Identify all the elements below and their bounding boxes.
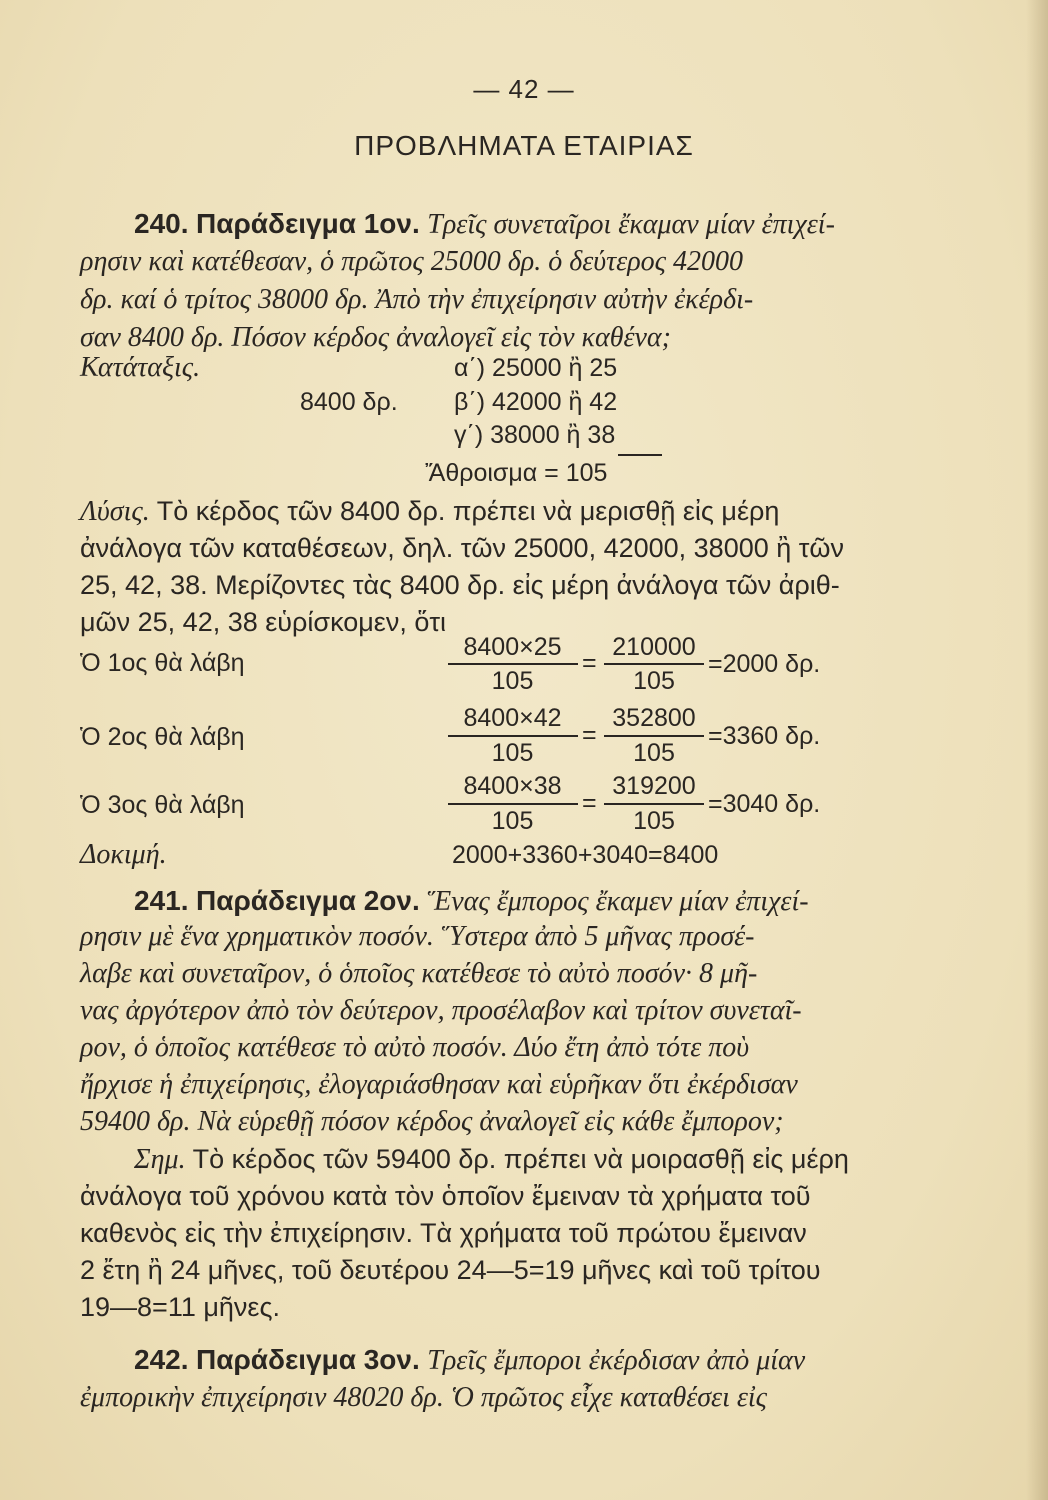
example-242-title: Παράδειγμα 3ον.	[196, 1344, 420, 1375]
example-240-line-4: σαν 8400 δρ. Πόσον κέρδος ἀναλογεῖ εἰς τὸν καθένα;	[80, 322, 671, 353]
example-241-title: Παράδειγμα 2ον.	[196, 885, 420, 916]
example-242-number: 242.	[134, 1344, 189, 1375]
row-2-denominator-1: 105	[491, 739, 534, 767]
example-240-number: 240.	[134, 208, 189, 239]
row-2-label: Ὁ 2ος θὰ λάβη	[80, 723, 245, 751]
example-242-statement-start: Τρεῖς ἔμποροι ἐκέρδισαν ἀπὸ μίαν	[427, 1345, 806, 1376]
row-1-result: =2000 δρ.	[708, 650, 821, 678]
row-3-denominator-2: 105	[633, 807, 675, 835]
row-3-fraction-bar-1	[448, 803, 578, 805]
example-240-line-2: ρησιν καὶ κατέθεσαν, ὁ πρῶτος 25000 δρ. ὁ δεύτερος 42000	[80, 246, 744, 277]
row-1-numerator-1: 8400×25	[463, 633, 562, 661]
solution-line-1	[80, 494, 779, 529]
example-242-line-2: ἐμπορικὴν ἐπιχείρησιν 48020 δρ. Ὁ πρῶτος εἶχε καταθέσει εἰς	[80, 1382, 768, 1413]
example-241-number: 241.	[134, 885, 189, 916]
solution-line-4: μῶν 25, 42, 38 εὑρίσκομεν, ὅτι	[80, 607, 447, 637]
row-3-denominator-1: 105	[491, 807, 534, 835]
row-2-numerator-1: 8400×42	[463, 704, 562, 732]
row-3-numerator-2: 319200	[612, 772, 696, 800]
example-241-line-2: ρησιν μὲ ἕνα χρηματικὸν ποσόν. Ὕστερα ἀπὸ 5 μῆνας προσέ-	[80, 921, 755, 952]
row-3-numerator-1: 8400×38	[463, 772, 562, 800]
row-2-numerator-2: 352800	[612, 704, 696, 732]
solution-line-2: ἀνάλογα τῶν καταθέσεων, δηλ. τῶν 25000, 42000, 38000 ἢ τῶν	[80, 533, 845, 563]
row-2-denominator-2: 105	[633, 739, 675, 767]
example-240-line-1	[134, 207, 835, 242]
arrangement-label: Κατάταξις.	[80, 352, 201, 383]
solution-text-start: Τὸ κέρδος τῶν 8400 δρ. πρέπει νὰ μερισθῇ εἰς μέρη	[156, 496, 780, 526]
total-profit: 8400 δρ.	[300, 388, 398, 416]
example-241-line-6: ἤρχισε ἡ ἐπιχείρησις, ἐλογαριάσθησαν καὶ εὑρῆκαν ὅτι ἐκέρδισαν	[80, 1069, 798, 1100]
page-number: — 42 —	[473, 74, 575, 104]
row-1-denominator-2: 105	[633, 667, 675, 695]
sum-line: Ἄθροισμα = 105	[425, 459, 608, 487]
row-1-fraction-bar-1	[448, 663, 578, 665]
example-241-line-4: νας ἀργότερον ἀπὸ τὸν δεύτερον, προσέλαβον καὶ τρίτον συνεταῖ-	[80, 995, 802, 1026]
example-241-line-3: λαβε καὶ συνεταῖρον, ὁ ὁποῖος κατέθεσε τὸ αὐτὸ ποσόν· 8 μῆ-	[80, 958, 758, 989]
row-1-equals: =	[582, 649, 597, 677]
chapter-title: ΠΡΟΒΛΗΜΑΤΑ ΕΤΑΙΡΙΑΣ	[354, 130, 694, 161]
example-240-line-3: δρ. καί ὁ τρίτος 38000 δρ. Ἀπὸ τὴν ἐπιχείρησιν αὐτὴν ἐκέρδι-	[80, 284, 754, 315]
page-spine-shadow	[1026, 0, 1048, 1500]
note-line-2: ἀνάλογα τοῦ χρόνου κατὰ τὸν ὁποῖον ἔμειναν τὰ χρήματα τοῦ	[80, 1181, 811, 1211]
row-1-denominator-1: 105	[491, 667, 534, 695]
example-240-statement-start: Τρεῖς συνεταῖροι ἔκαμαν μίαν ἐπιχεί-	[427, 209, 835, 240]
row-3-label: Ὁ 3ος θὰ λάβη	[80, 791, 245, 819]
example-241-line-7: 59400 δρ. Νὰ εὑρεθῇ πόσον κέρδος ἀναλογεῖ εἰς κάθε ἔμπορον;	[80, 1106, 784, 1137]
row-2-equals: =	[582, 721, 597, 749]
row-3-fraction-bar-2	[604, 803, 704, 805]
share-b: β΄) 42000 ἢ 42	[454, 388, 618, 416]
sum-underline	[618, 454, 662, 456]
row-1-fraction-bar-2	[604, 663, 704, 665]
row-2-fraction-bar-1	[448, 735, 578, 737]
note-line-1	[134, 1142, 849, 1177]
example-242-line-1	[134, 1343, 805, 1378]
note-label: Σημ.	[134, 1144, 186, 1175]
example-241-line-1	[134, 884, 809, 919]
solution-line-3: 25, 42, 38. Μερίζοντες τὰς 8400 δρ. εἰς μέρη ἀνάλογα τῶν ἀριθ-	[80, 570, 840, 600]
row-1-label: Ὁ 1ος θὰ λάβη	[80, 649, 245, 677]
row-2-fraction-bar-2	[604, 735, 704, 737]
check-label: Δοκιμή.	[80, 839, 167, 870]
example-240-title: Παράδειγμα 1ον.	[196, 208, 420, 239]
solution-label: Λύσις.	[80, 496, 150, 527]
note-text-start: Τὸ κέρδος τῶν 59400 δρ. πρέπει νὰ μοιρασθῇ εἰς μέρη	[192, 1144, 849, 1174]
example-241-line-5: ρον, ὁ ὁποῖος κατέθεσε τὸ αὐτὸ ποσόν. Δύο ἔτη ἀπὸ τότε ποὺ	[80, 1032, 750, 1063]
note-line-5: 19—8=11 μῆνες.	[80, 1292, 280, 1322]
row-1-numerator-2: 210000	[612, 633, 696, 661]
share-a: α΄) 25000 ἢ 25	[454, 354, 618, 382]
note-line-4: 2 ἔτη ἢ 24 μῆνες, τοῦ δευτέρου 24—5=19 μῆνες καὶ τοῦ τρίτου	[80, 1255, 821, 1285]
row-3-result: =3040 δρ.	[708, 790, 821, 818]
check-sum: 2000+3360+3040=8400	[452, 841, 719, 869]
share-c: γ΄) 38000 ἢ 38	[454, 421, 616, 449]
row-3-equals: =	[582, 789, 597, 817]
row-2-result: =3360 δρ.	[708, 722, 821, 750]
note-line-3: καθενὸς εἰς τὴν ἐπιχείρησιν. Τὰ χρήματα τοῦ πρώτου ἔμειναν	[80, 1218, 807, 1248]
example-241-statement-start: Ἕνας ἔμπορος ἔκαμεν μίαν ἐπιχεί-	[427, 886, 809, 917]
